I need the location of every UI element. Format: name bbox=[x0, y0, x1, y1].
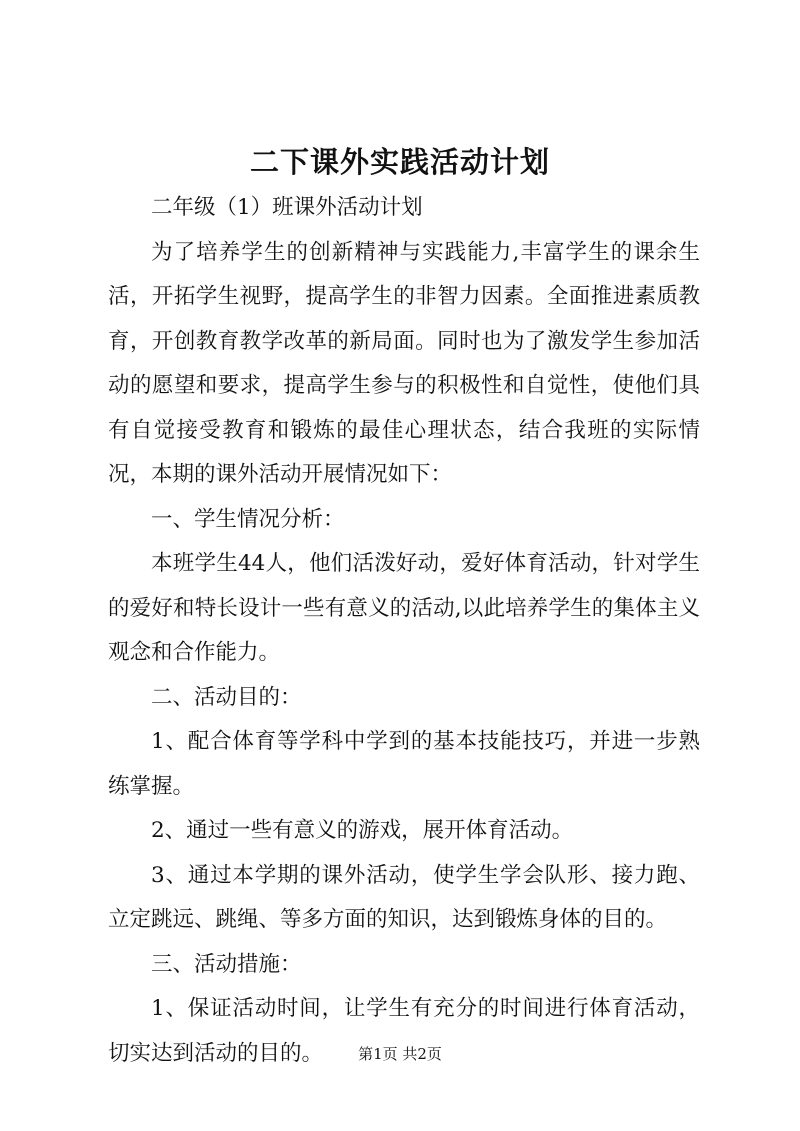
document-title: 二下课外实践活动计划 bbox=[249, 145, 550, 179]
list-item-goal-2: 2、通过一些有意义的游戏，展开体育活动。 bbox=[151, 818, 574, 843]
document-body bbox=[108, 186, 700, 1076]
section-heading-activity-measures: 三、活动措施： bbox=[151, 951, 302, 977]
section-heading-activity-goals: 二、活动目的： bbox=[151, 684, 302, 710]
paragraph-student-analysis: 本班学生44人，他们活泼好动，爱好体育活动，针对学生的爱好和特长设计一些有意义的活动,以此培养学生的集体主义观念和合作能力。 bbox=[108, 551, 700, 665]
list-item-goal-1: 1、配合体育等学科中学到的基本技能技巧，并进一步熟练掌握。 bbox=[108, 729, 700, 799]
page-footer: 第1页 共2页 bbox=[358, 1045, 442, 1063]
paragraph-intro: 为了培养学生的创新精神与实践能力,丰富学生的课余生活，开拓学生视野，提高学生的非智力因素。全面推进素质教育，开创教育教学改革的新局面。同时也为了激发学生参加活动的愿望和要求，提高学生参与的积极性和自觉性，使他们具有自觉接受教育和锻炼的最佳心理状态，结合我班的实际情况，本期的课外活动开展情况如下： bbox=[108, 239, 700, 487]
list-item-measure-1: 1、保证活动时间，让学生有充分的时间进行体育活动，切实达到活动的目的。 bbox=[108, 996, 700, 1066]
list-item-goal-3: 3、通过本学期的课外活动，使学生学会队形、接力跑、立定跳远、跳绳、等多方面的知识，达到锻炼身体的目的。 bbox=[108, 862, 700, 932]
paragraph-class-plan-heading: 二年级（1）班课外活动计划 bbox=[151, 195, 423, 220]
section-heading-student-analysis: 一、学生情况分析： bbox=[151, 506, 345, 532]
